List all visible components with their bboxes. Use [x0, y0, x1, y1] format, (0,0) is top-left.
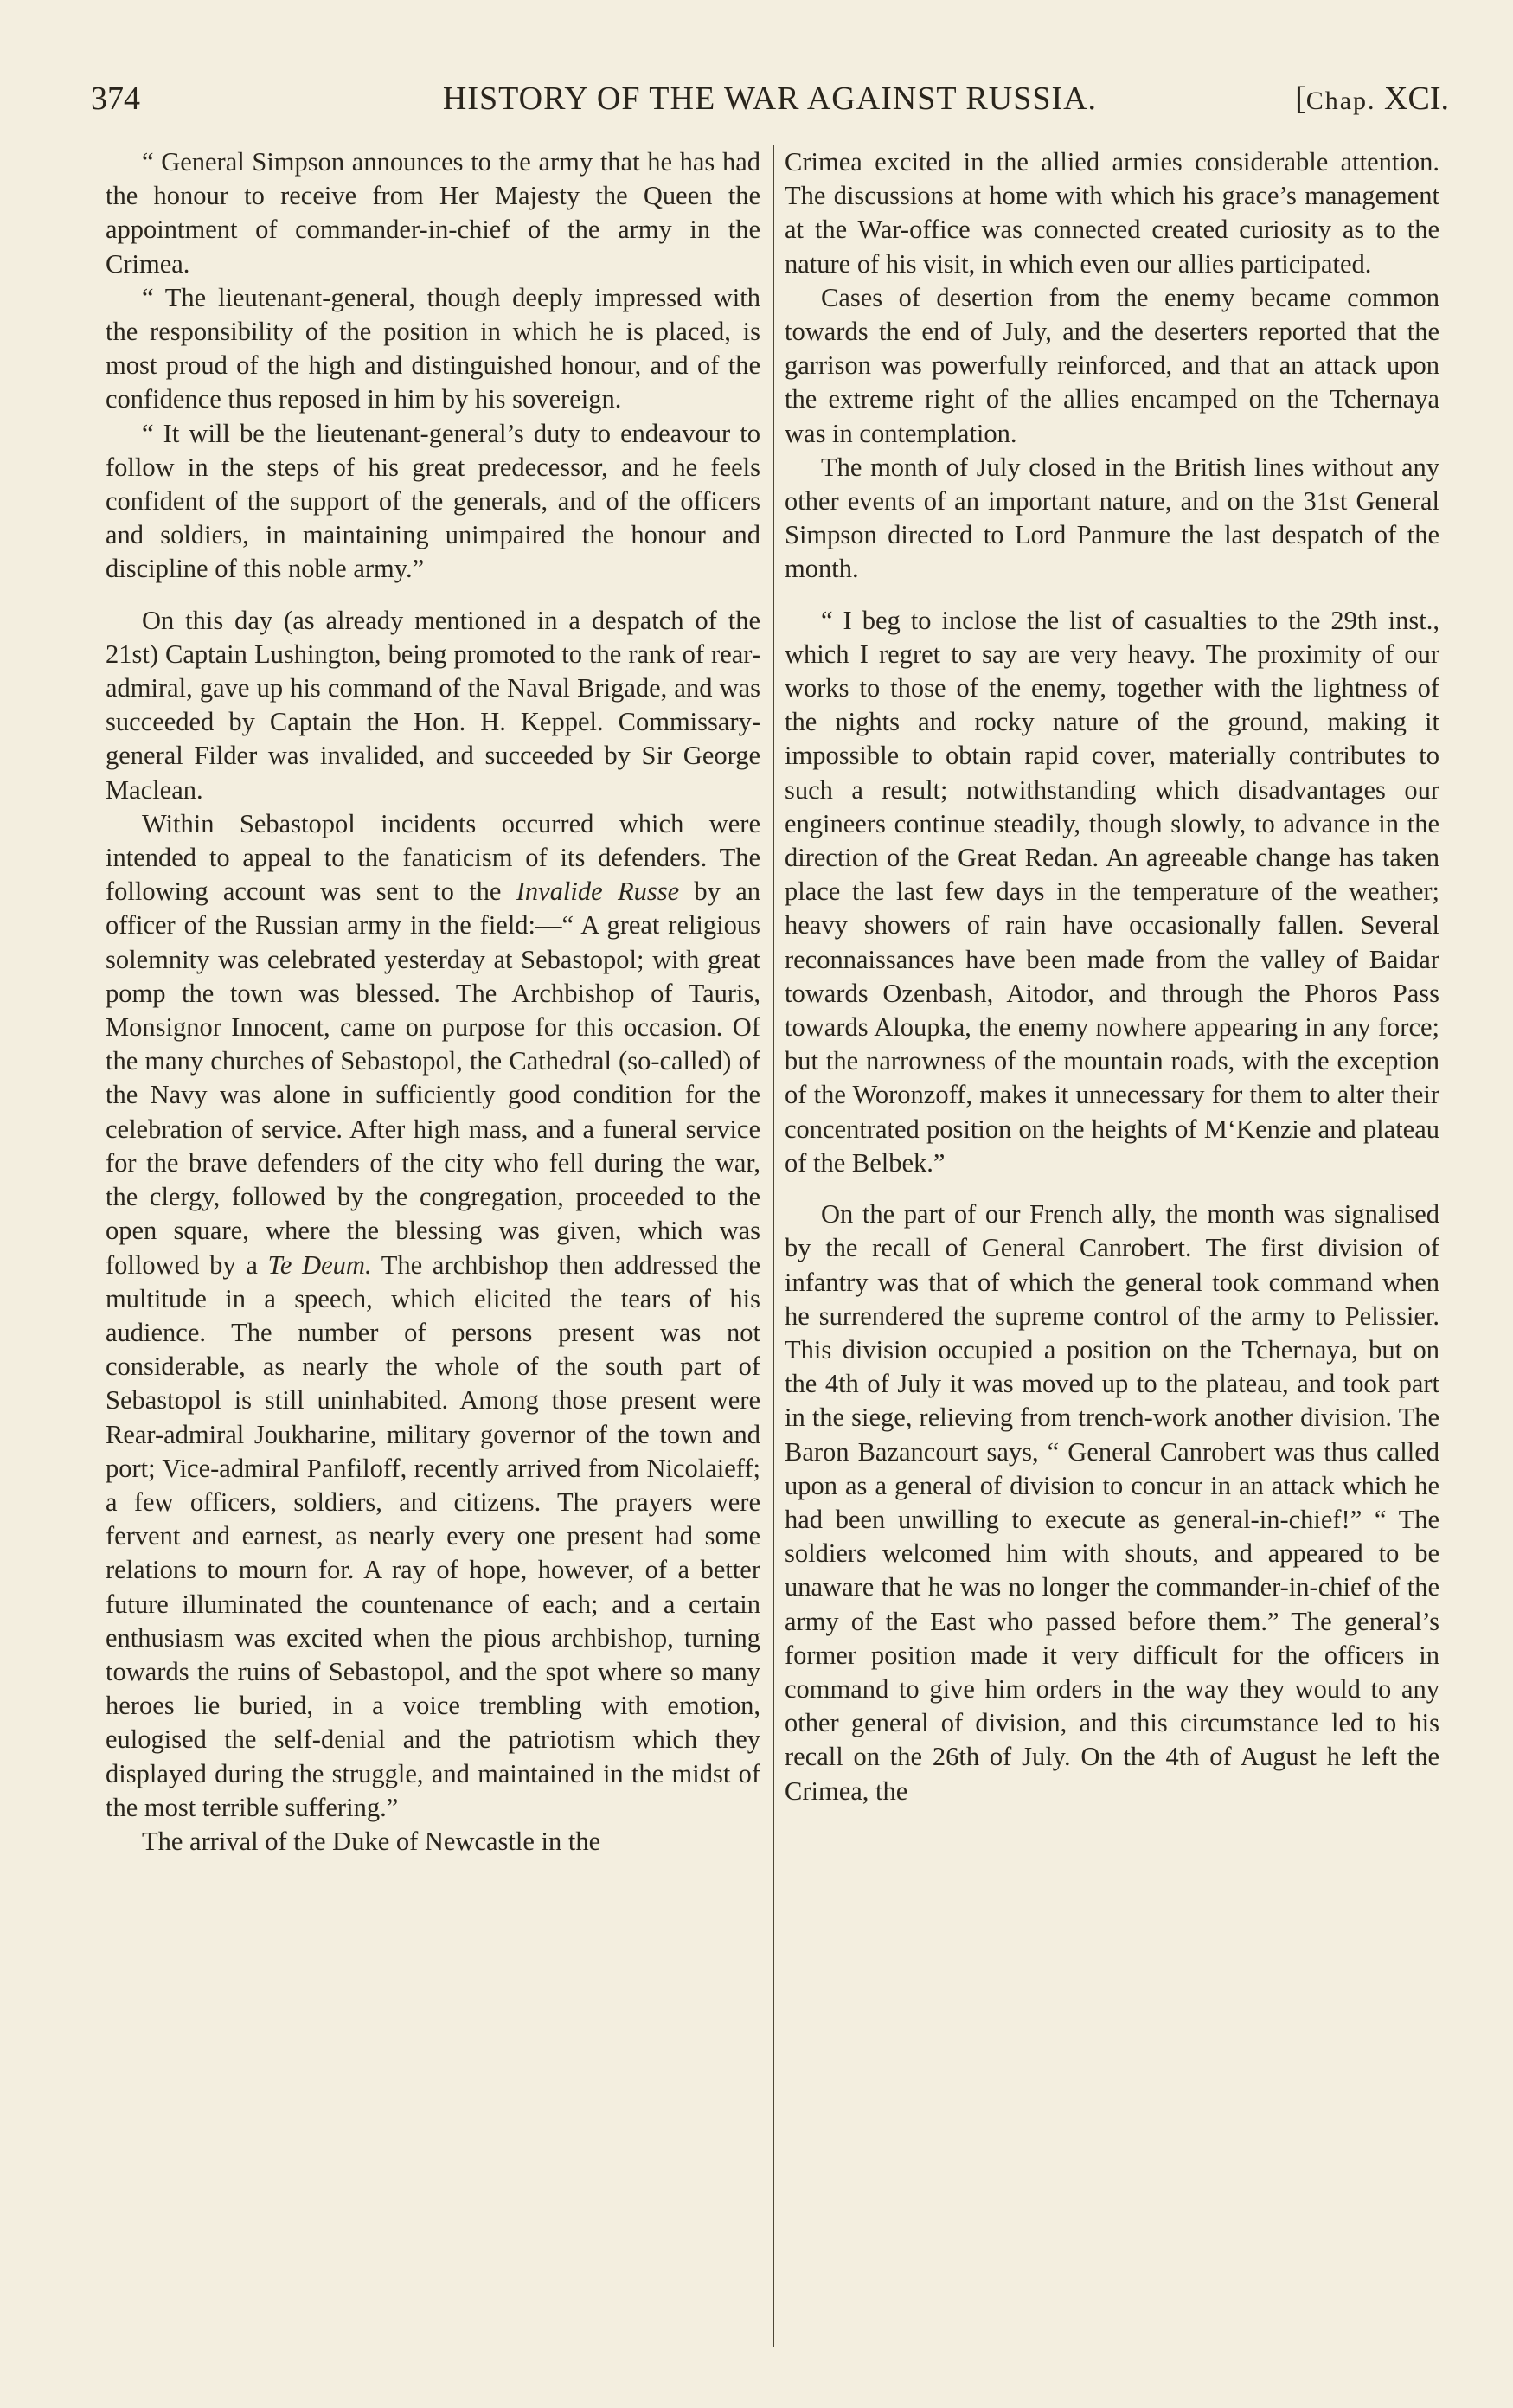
chapter-word: Chap.: [1305, 87, 1376, 115]
italic-title-invalide-russe: Invalide Russe: [516, 877, 680, 907]
paragraph: “ General Simpson announces to the army that he has had the honour to receive from Her Majesty the Queen the appointment of commander-in-chief of the army in the Crimea.: [106, 147, 760, 279]
paragraph: “ It will be the lieutenant-general’s duty to endeavour to follow in the steps of his great predecessor, and he feels confident of the support of the generals, and of the officers and soldiers, in maintaining unimpaired the honour and discipline of this noble army.”: [106, 418, 760, 584]
paragraph: On the part of our French ally, the month was signalised by the recall of General Canrobert. The first division of infantry was that of which the general took command when he surrendered the supreme control of the army to Pelissier. This division occupied a position on the Tchernaya, but on the 4th of July it was moved up to the plateau, and took part in the siege, relieving from trench-work another division. The Baron Bazancourt says, “ General Canrobert was thus called upon as a general of division to concur in an attack which he had been unwilling to execute as general-in-chief!” “ The soldiers welcomed him with shouts, and appeared to be unaware that he was no longer the commander-in-chief of the army of the East who passed before them.” The general’s former position made it very difficult for the officers in command to give him orders in the way they would to any other general of division, and this circumstance led to his recall on the 26th of July. On the 4th of August he left the Crimea, the: [785, 1199, 1439, 1806]
right-column: [785, 145, 1439, 2352]
paragraph: Cases of desertion from the enemy became common towards the end of July, and the deserters reported that the garrison was powerfully reinforced, and that an attack upon the extreme right of the allies encamped on the Tchernaya was in contemplation.: [785, 282, 1439, 448]
text-run: Within Sebastopol incidents occurred which were intended to appeal to the fanaticism of its defenders. The following account was sent to the: [106, 808, 760, 907]
paragraph: On this day (as already mentioned in a despatch of the 21st) Captain Lushington, being promoted to the rank of rear-admiral, gave up his command of the Naval Brigade, and was succeeded by Captain the Hon. H. Keppel. Commissary-general Filder was invalided, and succeeded by Sir George Maclean.: [106, 605, 760, 805]
column-divider: [773, 145, 774, 2347]
paragraph-sebastopol: [106, 807, 760, 1825]
running-title: HISTORY OF THE WAR AGAINST RUSSIA.: [442, 80, 1098, 117]
paragraph: The month of July closed in the British lines without any other events of an important nature, and on the 31st General Simpson directed to Lord Panmure the last despatch of the month.: [785, 452, 1439, 584]
chapter-label: [1295, 80, 1449, 118]
chapter-bracket: [: [1295, 80, 1306, 117]
left-column: [106, 145, 760, 2352]
paragraph-despatch-quote: “ I beg to inclose the list of casualties to the 29th inst., which I regret to say are very heavy. The proximity of our works to those of the enemy, together with the lightness of the nights and rocky nature of the ground, making it impossible to obtain rapid cover, materially contributes to such a result; notwithstanding which disadvantages our engineers continue steadily, though slowly, to advance in the direction of the Great Redan. An agreeable change has taken place the last few days in the temperature of the weather; heavy showers of rain have occasionally fallen. Several reconnaissances have been made from the valley of Baidar towards Ozenbash, Aitodor, and through the Phoros Pass towards Aloupka, the enemy nowhere appearing in any force; but the narrowness of the mountain roads, with the exception of the Woronzoff, makes it unnecessary for them to alter their concentrated position on the heights of M‘Kenzie and plateau of the Belbek.”: [785, 605, 1439, 1178]
page-number: 374: [91, 80, 140, 117]
chapter-number: XCI.: [1375, 80, 1449, 117]
paragraph: “ The lieutenant-general, though deeply impressed with the responsibility of the position in which he is placed, is most proud of the high and distinguished honour, and of the confidence thus reposed in him by his sovereign.: [106, 282, 760, 414]
italic-te-deum: Te Deum.: [267, 1249, 372, 1280]
text-run: The archbishop then addressed the multitude in a speech, which elicited the tears of his audience. The number of persons present was not considerable, as nearly the whole of the south part of Sebastopol is still uninhabited. Among those present were Rear-admiral Joukharine, military governor of the town and port; Vice-admiral Panfiloff, recently arrived from Nicolaieff; a few officers, soldiers, and citizens. The prayers were fervent and earnest, as nearly every one present had some relations to mourn for. A ray of hope, however, of a better future illuminated the countenance of each; and a certain enthusiasm was excited when the pious archbishop, turning towards the ruins of Sebastopol, and the spot where so many heroes lie buried, in a voice trembling with emotion, eulogised the self-denial and the patriotism which they displayed during the struggle, and maintained in the midst of the most terrible suffering.”: [106, 1249, 760, 1822]
running-header: [91, 80, 1449, 128]
paragraph-continued: Crimea excited in the allied armies considerable attention. The discussions at home with which his grace’s management at the War-office was connected created curiosity as to the nature of his visit, in which even our allies participated.: [785, 147, 1439, 279]
text-run: by an officer of the Russian army in the field:—“ A great religious solemnity was celebrated yesterday at Sebastopol; with great pomp the town was blessed. The Archbishop of Tauris, Monsignor Innocent, came on purpose for this occasion. Of the many churches of Sebastopol, the Cathedral (so-called) of the Navy was alone in sufficiently good condition for the celebration of service. After high mass, and a funeral service for the brave defenders of the city who fell during the war, the clergy, followed by the congregation, proceeded to the open square, where the blessing was given, which was followed by a: [106, 877, 760, 1280]
paragraph: The arrival of the Duke of Newcastle in the: [142, 1826, 601, 1856]
